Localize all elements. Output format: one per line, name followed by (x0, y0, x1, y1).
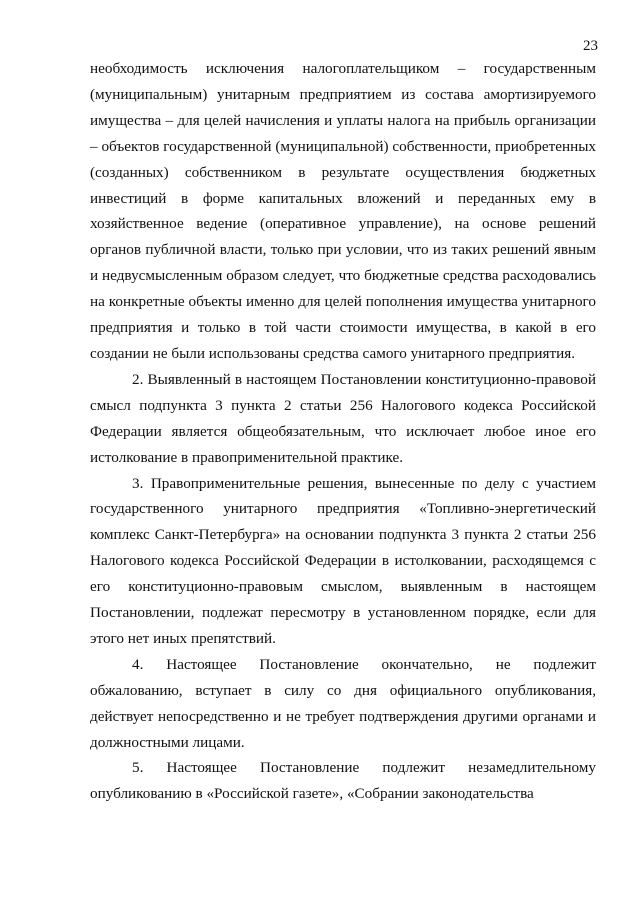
paragraph-2: 2. Выявленный в настоящем Постановлении конституционно-правовой смысл подпункта 3 пункта 2 статьи 256 Налогового кодекса Российской Федерации является общеобязательным, что исключает любое иное его истолкование в правоприменительной практике. (90, 370, 596, 466)
paragraph-5: 5. Настоящее Постановление подлежит незамедлительному опубликованию в «Российской газете», «Собрании законодательства (90, 759, 596, 803)
paragraph-4: 4. Настоящее Постановление окончательно, не подлежит обжалованию, вступает в силу со дня официального опубликования, действует непосредственно и не требует подтверждения другими органами и должностными лицами. (90, 655, 596, 751)
paragraph-3: 3. Правоприменительные решения, вынесенные по делу с участием государственного унитарного предприятия «Топливно-энергетический комплекс Санкт-Петербурга» на основании подпункта 3 пункта 2 статьи 256 Налогового кодекса Российской Федерации в истолковании, расходящемся с его конституционно-правовым смыслом, выявленным в настоящем Постановлении, подлежат пересмотру в установленном порядке, если для этого нет иных препятствий. (90, 474, 596, 647)
document-body (90, 56, 596, 807)
page-number: 23 (583, 38, 598, 54)
paragraph-continuation: необходимость исключения налогоплательщиком – государственным (муниципальным) унитарным предприятием из состава амортизируемого имущества – для целей начисления и уплаты налога на прибыль организации – объектов государственной (муниципальной) собственности, приобретенных (созданных) собственником в результате осуществления бюджетных инвестиций в форме капитальных вложений и переданных ему в хозяйственное ведение (оперативное управление), на основе решений органов публичной власти, только при условии, что из таких решений явным и недвусмысленным образом следует, что бюджетные средства расходовались на конкретные объекты именно для целей пополнения имущества унитарного предприятия и только в той части стоимости имущества, в какой в его создании не были использованы средства самого унитарного предприятия. (90, 60, 596, 362)
